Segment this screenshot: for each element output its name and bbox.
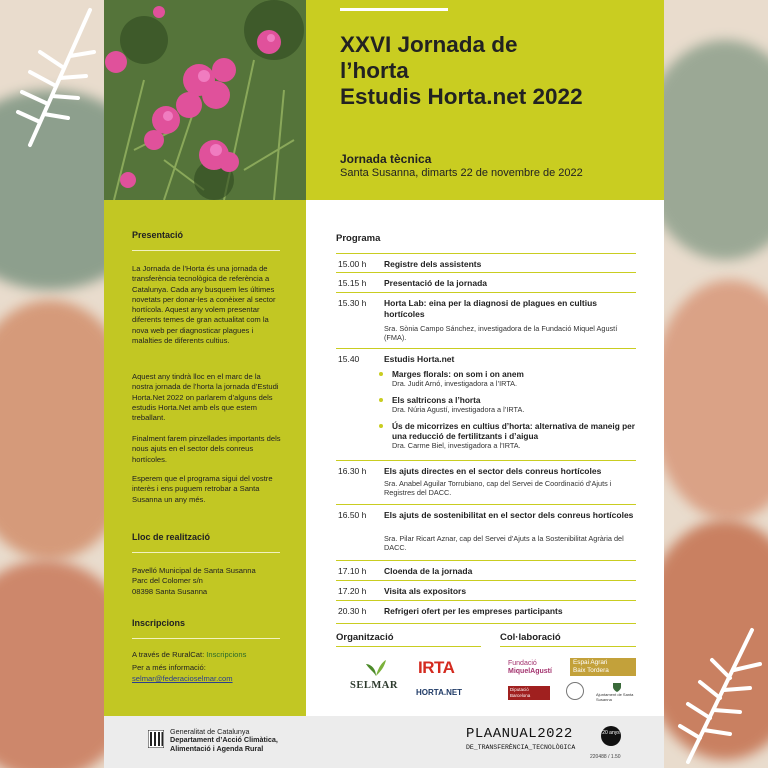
ruralcat-prefix: A través de RuralCat: [132,650,207,659]
schedule-speaker: Sra. Pilar Ricart Aznar, cap del Servei d’Ajuts a la Sostenibilitat Agrària del DACC. [384,534,624,553]
flower-photo [104,0,306,200]
pla-anual-subtitle: DE_TRANSFERÈNCIA_TECNOLÒGICA [466,744,576,751]
divider [132,552,280,553]
schedule-row [336,348,636,461]
item-title: Els saltricons a l’horta [392,395,481,405]
list-item [392,369,636,388]
inscripcions-heading: Inscripcions [132,618,186,628]
presentacio-paragraph: Aquest any tindrà lloc en el marc de la nostra jornada de l’horta la jornada d’Estudi Horta.Net 2022 on parlarem d’alguns dels estudis Horta.Net amb els que estem treballant. [132,372,279,423]
schedule-row [336,460,636,505]
list-item [392,395,636,414]
espai-text: Espai Agrari [573,659,608,666]
inscripcions-link[interactable]: Inscripcions [206,650,247,659]
item-title: Marges florals: on som i on anem [392,369,524,379]
schedule-title: Estudis Horta.net [384,354,455,364]
header-rule [340,8,448,11]
anniversary-badge: 20 anys [601,726,621,746]
generalitat-line: Departament d’Acció Climàtica, [170,735,278,745]
schedule-speaker: Sra. Sònia Campo Sánchez, investigadora de la Fundació Miquel Agustí (FMA). [384,324,618,343]
schedule-row [336,504,636,561]
schedule-time: 17.20 h [338,586,367,596]
schedule-time: 15.30 h [338,298,367,308]
fma-text: Fundació [508,660,537,667]
schedule-speaker: Sra. Anabel Aguilar Torrubiano, cap del Servei de Coordinació d’Ajuts i Registres del DACC. [384,479,612,498]
address-line: Parc del Colomer s/n [132,576,203,586]
item-speaker: Dra. Núria Agustí, investigadora a l’IRTA. [392,405,525,414]
leaf-icon [10,0,102,150]
presentacio-paragraph: La Jornada de l’Horta és una jornada de transferència tecnològica de referència a Catalunya. Cada any busquem les últimes novetats per donar-les a conèixer al sector hortícola. Aquest any volem presentar diferents temes de gran actualitat com la nova web per diagnosticar plagues i malalties de diferents cultius. [132,264,276,346]
irta-logo: IRTA [418,658,455,677]
info-label: Per a més informació: [132,663,206,673]
schedule-time: 15.00 h [338,259,367,269]
schedule-title: Cloenda de la jornada [384,566,473,576]
item-speaker: Dra. Judit Arnó, investigadora a l’IRTA. [392,379,518,388]
collaboracio-heading: Col·laboració [500,632,561,643]
generalitat-line: Alimentació i Agenda Rural [170,743,264,753]
selmar-text: SELMAR [350,680,398,691]
diputacio-logo: Diputació Barcelona [508,686,550,700]
organitzacio-heading: Organització [336,632,394,643]
sprout-icon [366,660,386,676]
generalitat-logo-icon [148,730,164,748]
schedule-row [336,600,636,624]
generalitat-line: Generalitat de Catalunya [170,727,250,736]
generalitat-text [170,728,278,753]
lloc-heading: Lloc de realització [132,532,211,542]
place-date: Santa Susanna, dimarts 22 de novembre de 2022 [340,167,583,179]
inscripcions-info [132,650,282,684]
schedule-title: Els ajuts de sostenibilitat en el sector dels conreus hortícoles [384,510,634,520]
schedule-time: 16.30 h [338,466,367,476]
espai-text: Baix Tordera [573,666,609,674]
presentacio-paragraph: Finalment farem pinzellades importants dels nous ajuts en el sector dels conreus hortícoles. [132,434,281,464]
schedule-title: Visita als expositors [384,586,467,596]
schedule-time: 20.30 h [338,606,367,616]
presentacio-heading: Presentació [132,230,184,240]
email-link[interactable]: selmar@federacioselmar.com [132,673,233,683]
seal-icon [566,682,584,700]
presentacio-paragraph: Esperem que el programa sigui del vostre interès i ens puguem retrobar a Santa Susanna un any més. [132,474,273,504]
selmar-logo [350,660,402,696]
schedule-title: Horta Lab: eina per la diagnosi de plagues en cultius hortícoles [384,298,598,319]
title-line: Estudis Horta.net 2022 [340,84,583,109]
item-speaker: Dra. Carme Biel, investigadora a l’IRTA. [392,441,521,450]
pla-anual-logo: PLAANUAL2022 [466,726,573,742]
header-banner [306,0,664,200]
poster [104,0,664,768]
address-line: Pavelló Municipal de Santa Susanna [132,566,256,575]
schedule-title: Presentació de la jornada [384,278,487,288]
schedule-time: 16.50 h [338,510,367,520]
item-title: Ús de micorrizes en cultius d’horta: alternativa de maneig per una reducció de fertilitzants i d’aigua [392,421,635,441]
title-line: l’horta [340,58,409,83]
shield-icon [612,682,622,692]
bullet-icon [379,398,383,402]
schedule-row [336,560,636,581]
ajuntament-text: Ajuntament de Santa Susanna [596,692,634,702]
schedule-title: Els ajuts directes en el sector dels conreus hortícoles [384,466,602,476]
bullet-icon [379,424,383,428]
title-line: XXVI Jornada de [340,32,518,57]
bullet-icon [379,372,383,376]
schedule-time: 17.10 h [338,566,367,576]
schedule-title: Registre dels assistents [384,259,482,269]
divider [336,646,481,647]
fma-text: MiquelAgustí [508,668,552,675]
ruralcat-line [132,650,282,660]
schedule-time: 15.40 [338,354,360,364]
footer [104,716,664,768]
hortanet-logo: HORTA.NET [416,688,463,697]
schedule-row [336,292,636,349]
subtitle: Jornada tècnica [340,152,432,166]
divider [132,250,280,251]
leaf-icon [674,622,768,768]
footer-code: 220488 / 1.50 [590,754,621,760]
divider [132,638,280,639]
schedule-row [336,272,636,293]
schedule-row [336,253,636,273]
page-title [340,32,660,110]
sidebar [104,200,306,716]
address-line: 08398 Santa Susanna [132,586,208,596]
list-item [392,421,636,450]
schedule-title: Refrigeri ofert per les empreses participants [384,606,563,616]
schedule-row [336,580,636,601]
divider [500,646,636,647]
venue-address [132,566,282,597]
background-blob [650,280,768,520]
fma-logo [508,660,564,676]
flower-illustration [104,0,306,200]
programa-heading: Programa [336,233,381,244]
espai-agrari-logo [570,658,636,676]
schedule-time: 15.15 h [338,278,367,288]
